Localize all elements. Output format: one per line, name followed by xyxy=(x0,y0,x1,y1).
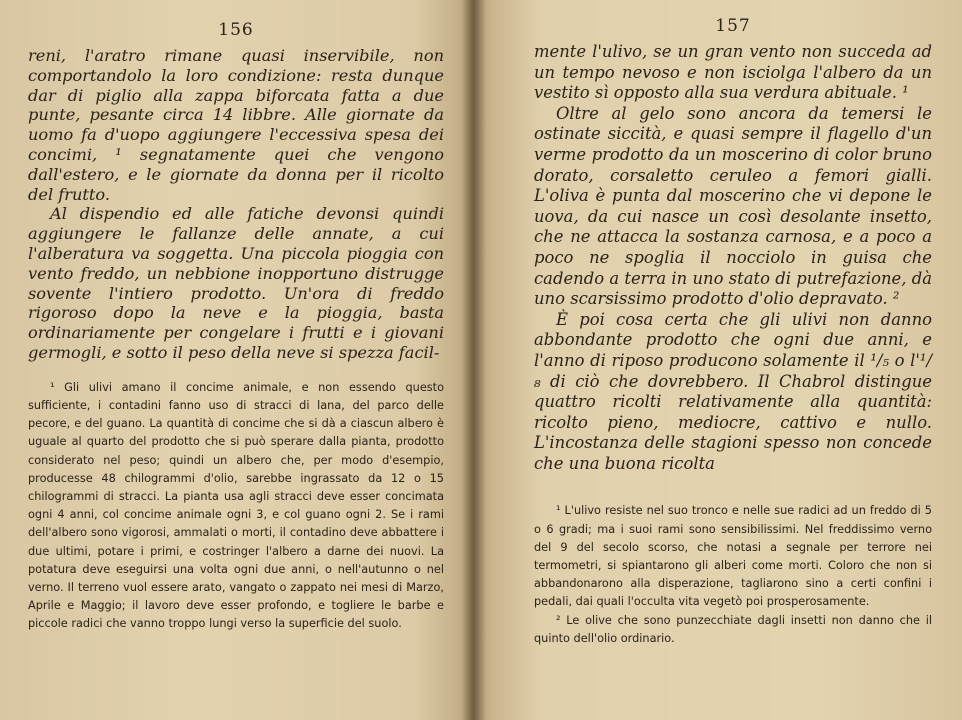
page-number-right: 157 xyxy=(715,16,751,36)
paragraph: È poi cosa certa che gli ulivi non danno abbondante prodotto che ogni due anni, e l'anno di riposo producono solamente il ¹/₅ o l'¹/₈ di ciò che dovrebbero. Il Chabrol distingue quattro ricolti relativamente alla quantità: ricolto pieno, mediocre, cattivo e nullo. L'incostanza delle stagioni spesso non concede che una buona ricolta xyxy=(534,309,932,473)
footnote: ¹ Gli ulivi amano il concime animale, e non essendo questo sufficiente, i contadini fanno uso di stracci di lana, del parco delle pecore, e del guano. La quantità di concime che si dà a ciascun albero è uguale al quarto del prodotto che si può sperare dalla pianta, prodotto considerato nel peso; quindi un albero che, per modo d'esempio, producesse 48 chilogrammi d'olio, sarebbe ingrassato da 12 o 15 chilogrammi di stracci. La pianta usa agli stracci deve esser concimata ogni 4 anni, col concime animale ogni 3, e col guano ogni 2. Se i rami dell'albero sono vigorosi, ammalati o morti, il contadino deve abbattere i due ultimi, potare i primi, e costringer l'albero a darne dei nuovi. La potatura deve eseguirsi una volta ogni due anni, o nell'autunno o nel verno. Il terreno vuol essere arato, vangato o zappato nei mesi di Marzo, Aprile e Maggio; il lavoro deve esser profondo, e togliere le barbe e piccole radici che vanno troppo lungi verso la superficie del suolo. xyxy=(28,380,444,631)
paragraph: Al dispendio ed alle fatiche devonsi quindi aggiungere le fallanze delle annate, a cui l'alberatura va soggetta. Una piccola pioggia con vento freddo, un nebbione inopportuno distrugge sovente l'intiero prodotto. Un'ora di freddo rigoroso dopo la neve e la pioggia, basta ordinariamente per congelare i frutti e i giovani germogli, e sotto il peso della neve si spezza facil- xyxy=(28,204,444,362)
page-number-left: 156 xyxy=(218,20,254,40)
footnote: ¹ L'ulivo resiste nel suo tronco e nelle sue radici ad un freddo di 5 o 6 gradi; ma i suoi rami sono sensibilissimi. Nel freddissimo verno del 9 del secolo scorso, che notasi a segnale per terrore nei termometri, si spiantarono gli alberi come morti. Coloro che non si abbandonarono alla disperazione, tagliarono sino a certi confini i pedali, dai quali l'occulta vita vegetò poi prosperosamente. xyxy=(534,504,932,609)
footnote: ² Le olive che sono punzecchiate dagli insetti non danno che il quinto dell'olio ordinario. xyxy=(534,613,932,645)
paragraph: reni, l'aratro rimane quasi inservibile, non comportandolo la loro condizione: resta dunque dar di piglio alla zappa biforcata fatta a due punte, pesante circa 14 libbre. Alle giornate da uomo fa d'uopo aggiungere l'eccessiva spesa dei concimi, ¹ segnatamente quei che vengono dall'estero, e le giornate da donna per il ricolto del frutto. xyxy=(28,46,444,204)
left-page xyxy=(0,0,472,720)
book-gutter xyxy=(462,0,486,720)
body-text-right xyxy=(534,42,932,474)
paragraph: Oltre al gelo sono ancora da temersi le ostinate siccità, e quasi sempre il flagello d'un verme prodotto da un moscerino di color bruno dorato, corsaletto ceruleo a femori gialli. L'oliva è punta dal moscerino che vi depone le uova, da cui nasce un così desolante insetto, che ne attacca la sostanza carnosa, e a poco a poco ne spoglia il nocciolo in guisa che cadendo a terra in uno stato di putrefazione, dà uno scarsissimo prodotto d'olio depravato. ² xyxy=(534,103,932,309)
footnotes-left xyxy=(28,379,444,634)
body-text-left xyxy=(28,46,444,363)
paragraph: mente l'ulivo, se un gran vento non succeda ad un tempo nevoso e non isciolga l'albero da un vestito sì opposto alla sua verdura abituale. ¹ xyxy=(534,42,932,103)
footnotes-right xyxy=(534,502,932,648)
right-page xyxy=(472,0,962,720)
